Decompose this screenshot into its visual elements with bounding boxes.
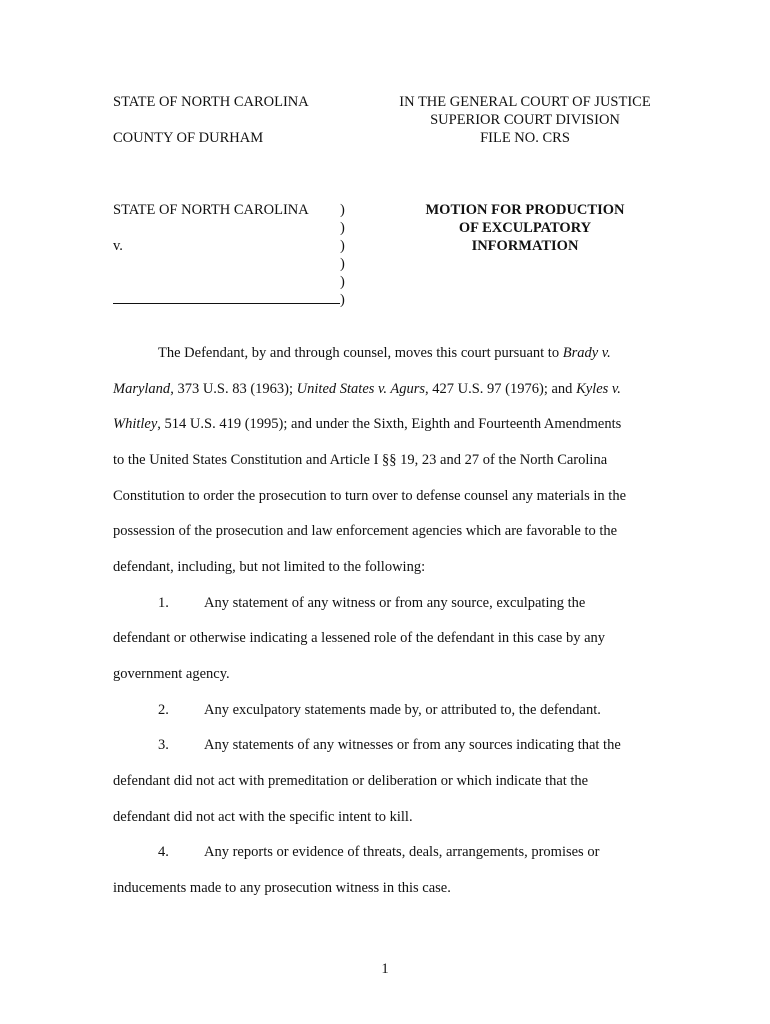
list-item-first-line: Any exculpatory statements made by, or attributed to, the defendant. <box>204 702 601 718</box>
case-citation: Brady v. <box>562 345 611 361</box>
court-line-2: SUPERIOR COURT DIVISION <box>430 112 620 128</box>
list-item-line: defendant did not act with premeditation or deliberation or which indicate that the <box>113 773 589 789</box>
defendant-blank-line <box>113 303 340 304</box>
caption-paren: ) <box>340 256 345 272</box>
motion-title-line-2: OF EXCULPATORY <box>458 220 592 236</box>
versus-label: v. <box>113 238 123 254</box>
list-item-first-line: Any reports or evidence of threats, deals, arrangements, promises or <box>204 844 600 860</box>
intro-text: The Defendant, by and through counsel, moves this court pursuant to <box>158 345 563 361</box>
list-item-line: defendant did not act with the specific intent to kill. <box>113 809 413 825</box>
intro-line-2 <box>113 380 621 398</box>
file-number: FILE NO. CRS <box>480 130 570 146</box>
case-citation: Kyles v. <box>576 381 621 397</box>
caption-paren: ) <box>340 220 345 236</box>
intro-line-1 <box>158 344 611 362</box>
intro-line-6: possession of the prosecution and law enforcement agencies which are favorable to the <box>113 523 618 539</box>
page-number: 1 <box>381 961 389 977</box>
case-citation: Maryland <box>113 381 171 397</box>
list-item-line: government agency. <box>113 666 230 682</box>
list-item-first-line: Any statement of any witness or from any source, exculpating the <box>204 595 586 611</box>
caption-paren: ) <box>340 292 345 308</box>
intro-line-3 <box>113 415 621 433</box>
intro-line-5: Constitution to order the prosecution to turn over to defense counsel any materials in the <box>113 488 627 504</box>
item-number: 1. <box>158 595 169 611</box>
caption-paren: ) <box>340 238 345 254</box>
motion-title-line-3: INFORMATION <box>471 238 579 254</box>
case-citation: Whitley <box>113 416 158 432</box>
caption-paren: ) <box>340 274 345 290</box>
plaintiff-name: STATE OF NORTH CAROLINA <box>113 202 309 218</box>
list-item-first-line: Any statements of any witnesses or from any sources indicating that the <box>204 737 621 753</box>
motion-title-line-1: MOTION FOR PRODUCTION <box>425 202 625 218</box>
state-caption: STATE OF NORTH CAROLINA <box>113 94 309 110</box>
case-citation: United States v. Agurs <box>296 381 426 397</box>
list-item-line: defendant or otherwise indicating a lessened role of the defendant in this case by any <box>113 630 606 646</box>
list-item-line: inducements made to any prosecution witness in this case. <box>113 880 451 896</box>
item-number: 4. <box>158 844 169 860</box>
intro-text: , 514 U.S. 419 (1995); and under the Sixth, Eighth and Fourteenth Amendments <box>157 416 622 432</box>
county-caption: COUNTY OF DURHAM <box>113 130 264 146</box>
court-line-1: IN THE GENERAL COURT OF JUSTICE <box>399 94 651 110</box>
intro-text: , 427 U.S. 97 (1976); and <box>425 381 577 397</box>
item-number: 2. <box>158 702 169 718</box>
intro-line-4: to the United States Constitution and Article I §§ 19, 23 and 27 of the North Carolina <box>113 452 608 468</box>
intro-text: , 373 U.S. 83 (1963); <box>170 381 297 397</box>
item-number: 3. <box>158 737 169 753</box>
caption-paren: ) <box>340 202 345 218</box>
intro-line-7: defendant, including, but not limited to the following: <box>113 559 426 575</box>
